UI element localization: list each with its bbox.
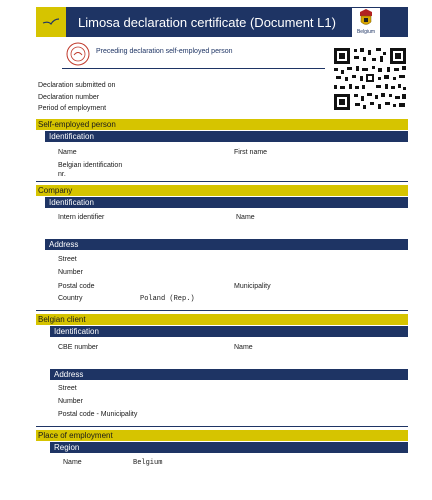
- company-country-label: Country: [58, 295, 83, 302]
- declaration-number-label: Declaration number: [38, 94, 100, 101]
- section-company: [36, 185, 408, 196]
- company-address-title: Address: [49, 240, 79, 249]
- section-company-title: Company: [38, 186, 73, 195]
- company-identification-title: Identification: [49, 198, 94, 207]
- intern-identifier-label: Intern identifier: [58, 214, 105, 221]
- client-name-label: Name: [234, 344, 253, 351]
- client-number-label: Number: [58, 398, 83, 405]
- section-belgian-client: [36, 314, 408, 325]
- region-title: Region: [54, 443, 80, 452]
- client-street-label: Street: [58, 385, 77, 392]
- section-self-employed-title: Self-employed person: [38, 120, 116, 129]
- section-self-employed: [36, 119, 408, 130]
- section-place-title: Place of employment: [38, 431, 113, 440]
- company-postal-code-label: Postal code: [58, 283, 95, 290]
- subtitle-underline: [62, 68, 325, 69]
- belgian-identification-label-2: nr.: [58, 171, 66, 178]
- self-employed-name-label: Name: [58, 149, 77, 156]
- client-address-title: Address: [54, 370, 84, 379]
- region-header: [50, 442, 408, 453]
- company-municipality-label: Municipality: [234, 283, 271, 290]
- document-title: Limosa declaration certificate (Document L1): [78, 14, 336, 30]
- client-identification-title: Identification: [54, 327, 99, 336]
- client-identification-header: [50, 326, 408, 337]
- employment-period-label: Period of employment: [38, 105, 107, 112]
- limosa-logo: [36, 7, 66, 37]
- declaration-submitted-label: Declaration submitted on: [38, 82, 116, 89]
- coat-label: Belgium: [356, 29, 376, 35]
- client-address-header: [50, 369, 408, 380]
- section-divider: [36, 426, 408, 427]
- company-country-value: Poland (Rep.): [140, 295, 195, 303]
- belgian-coat-of-arms: [352, 8, 380, 38]
- section-divider: [36, 181, 408, 182]
- bird-logo-icon: [42, 17, 60, 27]
- region-name-value: Belgium: [133, 459, 163, 467]
- section-belgian-client-title: Belgian client: [38, 315, 86, 324]
- cbe-number-label: CBE number: [58, 344, 99, 351]
- company-identification-header: [45, 197, 408, 208]
- self-employed-identification-title: Identification: [49, 132, 94, 141]
- region-name-label: Name: [63, 459, 82, 466]
- section-place-of-employment: [36, 430, 408, 441]
- company-name-label: Name: [236, 214, 255, 221]
- section-divider: [36, 310, 408, 311]
- document-subtitle: Preceding declaration self-employed person: [96, 48, 233, 55]
- seal-icon: [66, 42, 90, 66]
- self-employed-identification-header: [45, 131, 408, 142]
- company-street-label: Street: [58, 256, 77, 263]
- coat-of-arms-icon: [356, 8, 376, 28]
- client-postal-municipality-label: Postal code - Municipality: [58, 411, 138, 418]
- company-address-header: [45, 239, 408, 250]
- self-employed-first-name-label: First name: [234, 149, 268, 156]
- qr-code: [332, 46, 408, 112]
- company-number-label: Number: [58, 269, 83, 276]
- belgian-identification-label: Belgian identification: [58, 162, 123, 169]
